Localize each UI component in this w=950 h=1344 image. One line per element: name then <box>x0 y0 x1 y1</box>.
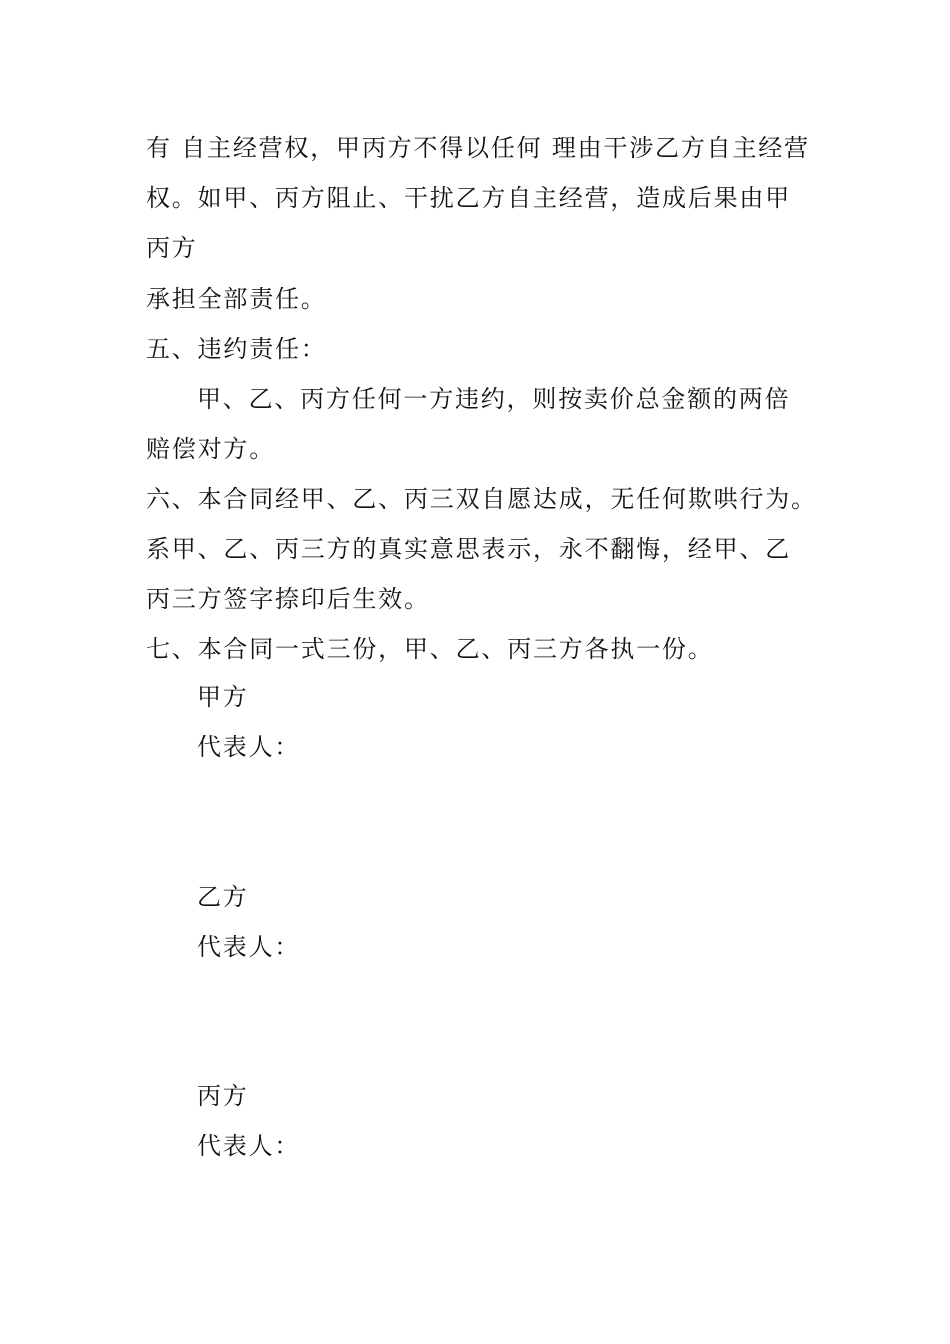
party-a-label: 甲方 <box>197 683 249 711</box>
paragraph-line: 赔偿对方。 <box>146 435 275 463</box>
paragraph-line: 丙方 <box>146 234 198 262</box>
clause-six-line: 六、本合同经甲、乙、丙三双自愿达成，无任何欺哄行为。 <box>146 485 817 513</box>
paragraph-line: 甲、乙、丙方任何一方违约，则按卖价总金额的两倍 <box>197 385 791 413</box>
paragraph-line: 权。如甲、丙方阻止、干扰乙方自主经营，造成后果由甲 <box>146 184 791 212</box>
section-heading-breach: 五、违约责任： <box>146 335 327 363</box>
paragraph-line: 有 自主经营权，甲丙方不得以任何 理由干涉乙方自主经营 <box>146 134 810 162</box>
party-b-representative-label: 代表人： <box>197 933 301 961</box>
paragraph-line: 丙三方签字捺印后生效。 <box>146 585 430 613</box>
party-c-representative-label: 代表人： <box>197 1132 301 1160</box>
paragraph-line: 系甲、乙、丙三方的真实意思表示，永不翻悔，经甲、乙 <box>146 535 791 563</box>
paragraph-line: 承担全部责任。 <box>146 285 327 313</box>
clause-seven-line: 七、本合同一式三份，甲、乙、丙三方各执一份。 <box>146 635 714 663</box>
party-a-representative-label: 代表人： <box>197 733 301 761</box>
party-c-label: 丙方 <box>197 1082 249 1110</box>
party-b-label: 乙方 <box>197 883 249 911</box>
